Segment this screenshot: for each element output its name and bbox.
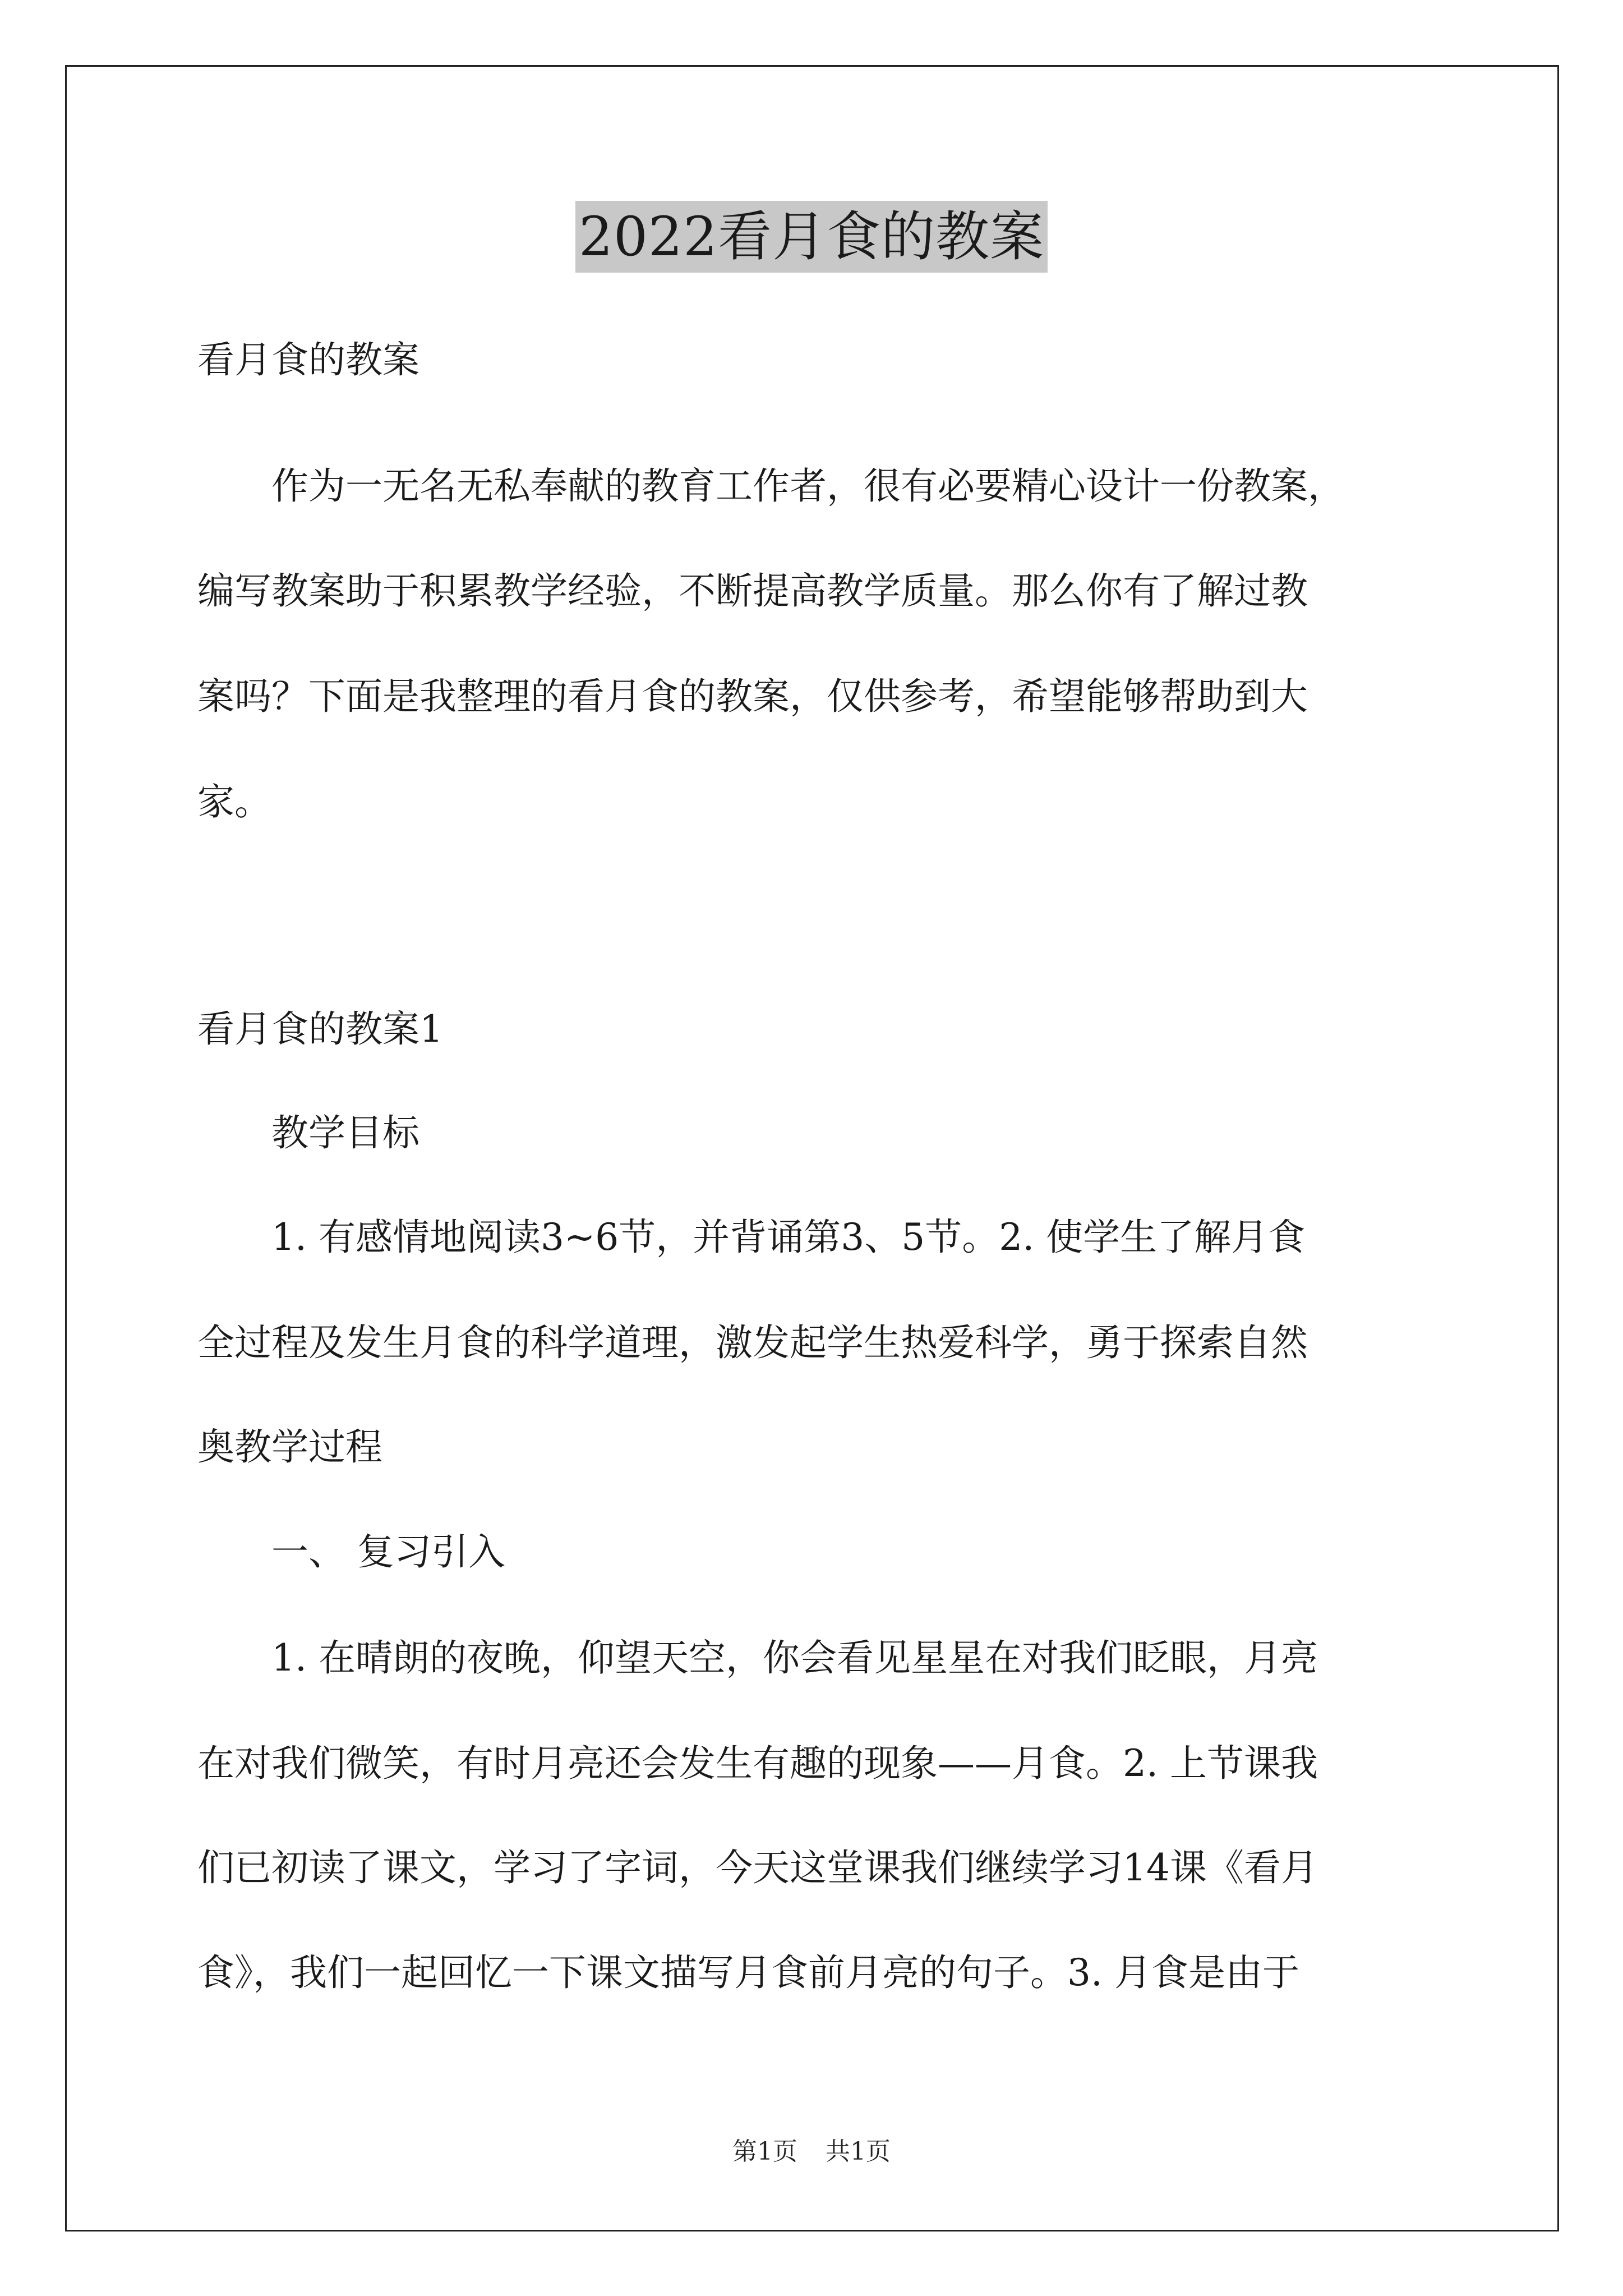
paragraph-line: 家。 <box>197 780 271 823</box>
page-footer <box>0 2135 1623 2169</box>
paragraph-line: 作为一无名无私奉献的教育工作者，很有必要精心设计一份教案， <box>197 464 1345 508</box>
document-title: 2022看月食的教案 <box>575 201 1048 273</box>
paragraph-line: 奥教学过程 <box>197 1425 382 1469</box>
page-total: 共1页 <box>826 2137 891 2166</box>
paragraph-line: 1. 有感情地阅读3~6节，并背诵第3、5节。2. 使学生了解月食 <box>197 1216 1306 1259</box>
paragraph-line: 1. 在晴朗的夜晚，仰望天空，你会看见星星在对我们眨眼，月亮 <box>197 1636 1318 1680</box>
paragraph-line: 在对我们微笑，有时月亮还会发生有趣的现象——月食。2. 上节课我 <box>197 1742 1318 1785</box>
paragraph-line: 食》，我们一起回忆一下课文描写月食前月亮的句子。3. 月食是由于 <box>197 1951 1299 1994</box>
section-heading: 看月食的教案1 <box>197 1007 443 1051</box>
title-container <box>0 201 1623 273</box>
paragraph-line: 编写教案助于积累教学经验，不断提高教学质量。那么你有了解过教 <box>197 569 1308 613</box>
paragraph-line: 看月食的教案 <box>197 338 419 381</box>
paragraph-line: 全过程及发生月食的科学道理，激发起学生热爱科学，勇于探索自然 <box>197 1321 1308 1364</box>
paragraph-line: 案吗？下面是我整理的看月食的教案，仅供参考，希望能够帮助到大 <box>197 675 1308 718</box>
paragraph-line: 一、 复习引入 <box>197 1530 505 1573</box>
paragraph-line: 们已初读了课文，学习了字词，今天这堂课我们继续学习14课《看月 <box>197 1846 1318 1889</box>
paragraph-line: 教学目标 <box>197 1111 419 1154</box>
page-number: 第1页 <box>732 2137 797 2166</box>
